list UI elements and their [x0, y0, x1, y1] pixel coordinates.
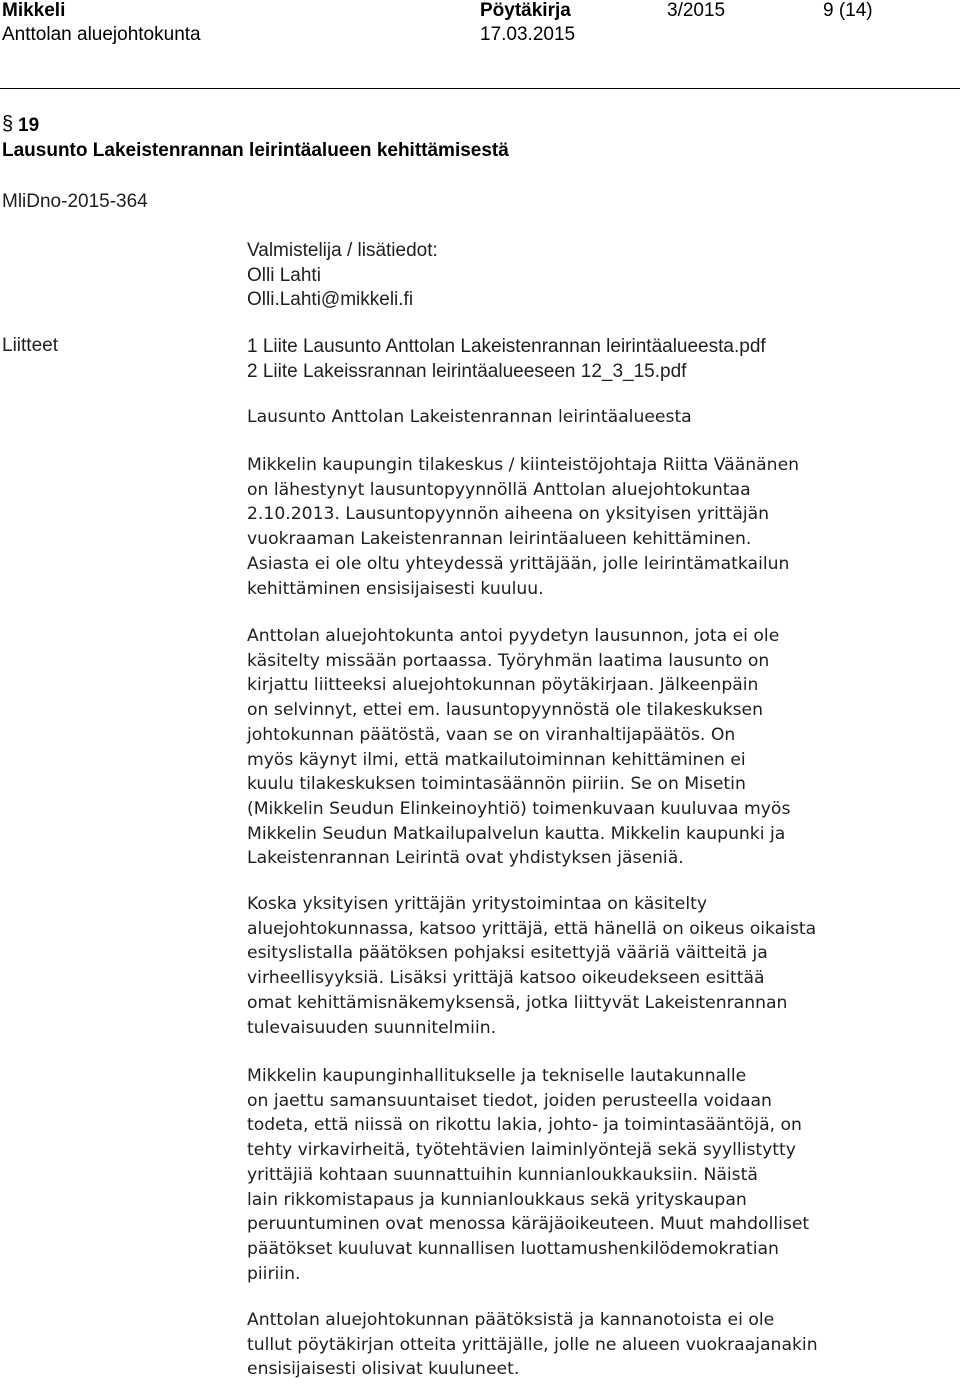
paragraph-line: Mikkelin kaupunginhallitukselle ja tekniselle lautakunnalle — [247, 1066, 747, 1086]
paragraph-line: (Mikkelin Seudun Elinkeinoyhtiö) toimenkuvaan kuuluvaa myös — [247, 798, 791, 819]
paragraph-line: Anttolan aluejohtokunnan päätöksistä ja kannanotoista ei ole — [247, 1310, 775, 1330]
paragraph-line: Koska yksityisen yrittäjän yritystoimintaa on käsitelty — [247, 894, 708, 914]
paragraph-line: 2.10.2013. Lausuntopyynnön aiheena on yksityisen yrittäjän — [247, 504, 770, 525]
section-title: Lausunto Lakeistenrannan leirintäalueen kehittämisestä — [2, 140, 509, 161]
paragraph-line: tehty virkavirheitä, työtehtävien laiminlyöntejä sekä syyllistytty — [247, 1140, 796, 1161]
paragraph-line: omat kehittämisnäkemyksensä, jotka liittyvät Lakeistenrannan — [247, 992, 788, 1013]
attachments-list — [247, 335, 766, 384]
paragraph-line: virheellisyyksiä. Lisäksi yrittäjä katsoo oikeudekseen esittää — [247, 968, 765, 989]
preparer-label: Valmistelija / lisätiedot: — [247, 240, 438, 261]
paragraph-line: kehittäminen ensisijaisesti kuuluu. — [247, 578, 544, 599]
paragraph-1 — [247, 453, 947, 601]
header-page-number: 9 (14) — [823, 0, 873, 21]
attachment-item[interactable]: 2 Liite Lakeissrannan leirintäalueeseen 12_3_15.pdf — [247, 360, 687, 382]
paragraph-5 — [247, 1308, 947, 1382]
statement-title — [247, 405, 947, 430]
preparer-email: Olli.Lahti@mikkeli.fi — [247, 289, 414, 310]
document-dno: MliDno-2015-364 — [2, 191, 148, 212]
paragraph-line: päätökset kuuluvat kunnallisen luottamushenkilödemokratian — [247, 1238, 779, 1259]
header-meeting-number: 3/2015 — [667, 0, 726, 21]
paragraph-line: on selvinnyt, ettei em. lausuntopyynnöstä ole tilakeskuksen — [247, 700, 764, 721]
section-symbol: § — [2, 113, 14, 135]
paragraph-line: ensisijaisesti olisivat kuuluneet. — [247, 1359, 520, 1380]
preparer-name: Olli Lahti — [247, 264, 321, 286]
paragraph-line: yrittäjiä kohtaan suunnattuihin kunnianloukkauksiin. Näistä — [247, 1164, 758, 1185]
paragraph-3 — [247, 892, 947, 1040]
paragraph-line: aluejohtokunnassa, katsoo yrittäjä, että hänellä on oikeus oikaista — [247, 918, 817, 939]
attachments-label: Liitteet — [2, 335, 58, 356]
paragraph-line: myös käynyt ilmi, että matkailutoiminnan kehittäminen ei — [247, 749, 746, 770]
paragraph-line: lain rikkomistapaus ja kunnianloukkaus sekä yrityskaupan — [247, 1189, 747, 1210]
paragraph-line: piiriin. — [247, 1263, 301, 1284]
paragraph-line: Anttolan aluejohtokunta antoi pyydetyn lausunnon, jota ei ole — [247, 626, 780, 646]
paragraph-line: Asiasta ei ole oltu yhteydessä yrittäjään, jolle leirintämatkailun — [247, 553, 790, 574]
header-divider — [0, 88, 960, 89]
section-number: 19 — [18, 115, 40, 136]
paragraph-line: Lakeistenrannan Leirintä ovat yhdistyksen jäseniä. — [247, 848, 684, 869]
header-body: Anttolan aluejohtokunta — [2, 24, 201, 45]
header-date: 17.03.2015 — [480, 24, 576, 45]
paragraph-line: tulevaisuuden suunnitelmiin. — [247, 1017, 497, 1038]
header-doc-type: Pöytäkirja — [480, 0, 571, 21]
paragraph-line: Mikkelin kaupungin tilakeskus / kiinteistöjohtaja Riitta Väänänen — [247, 455, 800, 475]
paragraph-line: on lähestynyt lausuntopyynnöllä Anttolan aluejohtokuntaa — [247, 479, 751, 500]
statement-title-text: Lausunto Anttolan Lakeistenrannan leirintäalueesta — [247, 407, 692, 427]
paragraph-2 — [247, 624, 947, 871]
paragraph-4 — [247, 1064, 947, 1286]
paragraph-line: todeta, että niissä on rikottu lakia, johto- ja toimintasääntöjä, on — [247, 1115, 802, 1136]
paragraph-line: on jaettu samansuuntaiset tiedot, joiden perusteella voidaan — [247, 1090, 772, 1111]
preparer-block — [247, 239, 438, 313]
paragraph-line: kuulu tilakeskuksen toimintasäännön piiriin. Se on Misetin — [247, 774, 746, 795]
paragraph-line: peruuntuminen ovat menossa käräjäoikeuteen. Muut mahdolliset — [247, 1214, 810, 1235]
attachment-item[interactable]: 1 Liite Lausunto Anttolan Lakeistenrannan leirintäalueesta.pdf — [247, 336, 766, 357]
paragraph-line: käsitelty missään portaassa. Työryhmän laatima lausunto on — [247, 650, 770, 671]
paragraph-line: vuokraaman Lakeistenrannan leirintäalueen kehittäminen. — [247, 529, 752, 550]
paragraph-line: tullut pöytäkirjan otteita yrittäjälle, jolle ne alueen vuokraajanakin — [247, 1334, 818, 1355]
paragraph-line: johtokunnan päätöstä, vaan se on viranhaltijapäätös. On — [247, 724, 736, 745]
header-organization: Mikkeli — [2, 0, 66, 21]
paragraph-line: Mikkelin Seudun Matkailupalvelun kautta. Mikkelin kaupunki ja — [247, 823, 786, 844]
paragraph-line: kirjattu liitteeksi aluejohtokunnan pöytäkirjaan. Jälkeenpäin — [247, 675, 759, 696]
paragraph-line: esityslistalla päätöksen pohjaksi esitettyjä vääriä väitteitä ja — [247, 943, 768, 964]
